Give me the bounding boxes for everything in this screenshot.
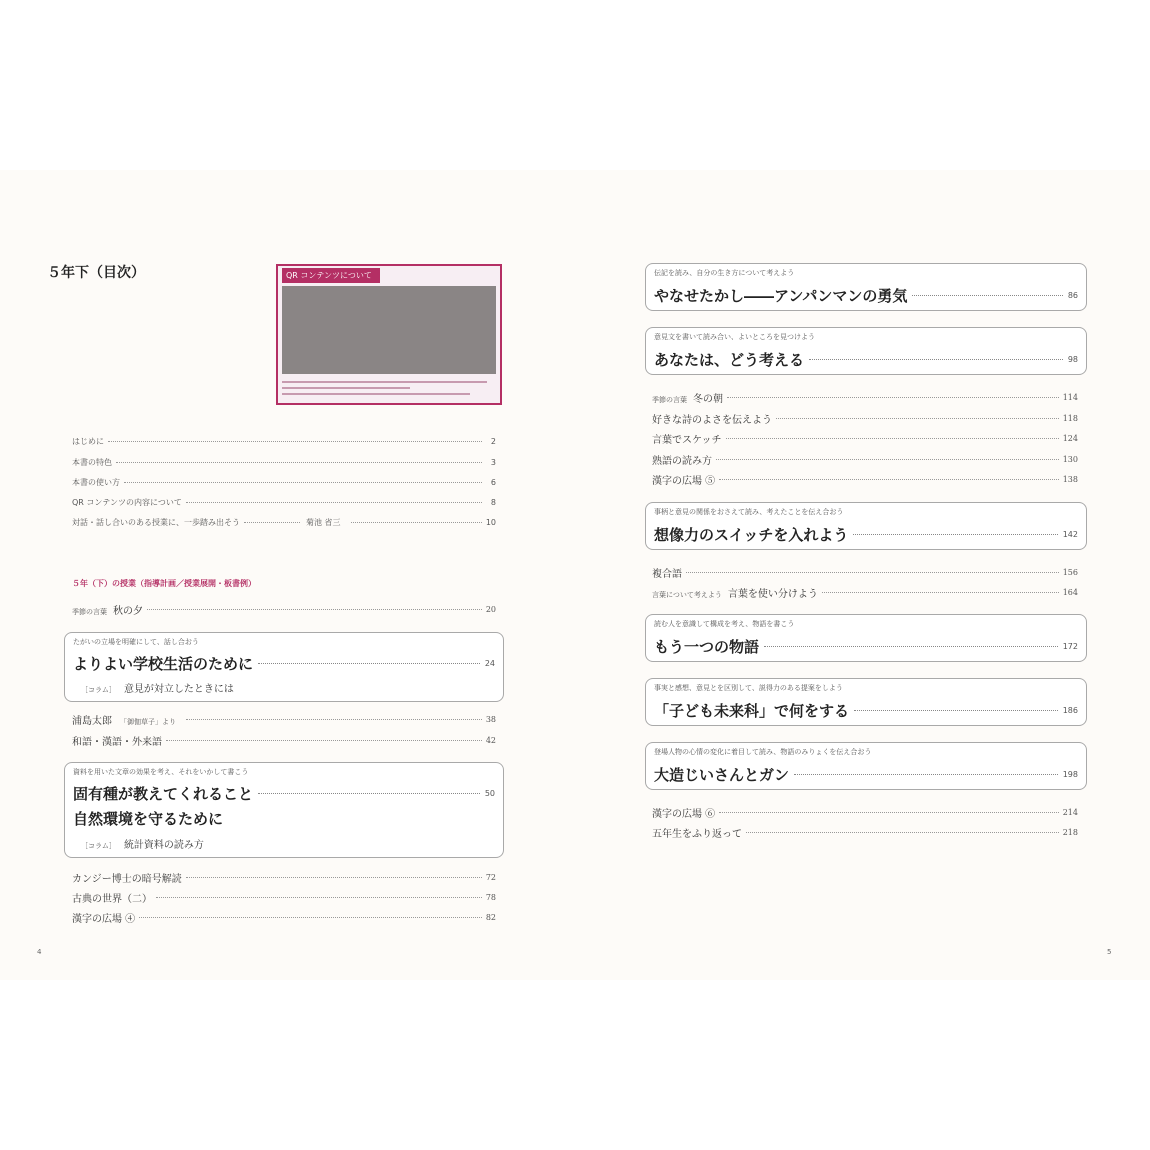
page-number-left: 4 <box>37 948 42 956</box>
unit-box-daizo[interactable]: 登場人物の心情の変化に着目して読み、物語のみりょくを伝え合おう 大造じいさんとガン 198 <box>645 742 1087 790</box>
toc-item-kotoba[interactable]: 言葉について考えよう 言葉を使い分けよう 164 <box>652 587 1078 600</box>
toc-item-wago[interactable]: 和語・漢語・外来語 42 <box>72 735 496 748</box>
toc-item-fuyu[interactable]: 季節の言葉 冬の朝 114 <box>652 392 1078 405</box>
section-heading: ５年（下）の授業（指導計画／授業展開・板書例） <box>72 579 256 588</box>
toc-item-koten[interactable]: 古典の世界（二） 78 <box>72 892 496 905</box>
toc-item-kanji-hakase[interactable]: カンジー博士の暗号解読 72 <box>72 872 496 885</box>
toc-item-tsukaikata[interactable]: 本書の使い方 6 <box>72 477 496 487</box>
unit-box-yanase[interactable]: 伝記を読み、自分の生き方について考えよう やなせたかし――アンパンマンの勇気 86 <box>645 263 1087 311</box>
toc-item-kanji4[interactable]: 漢字の広場 ④ 82 <box>72 912 496 925</box>
unit-box-sozoryoku[interactable]: 事柄と意見の関係をおさえて読み、考えたことを伝え合おう 想像力のスイッチを入れよう 142 <box>645 502 1087 550</box>
page-number-right: 5 <box>1107 948 1112 956</box>
toc-item-kanji6[interactable]: 漢字の広場 ⑥ 214 <box>652 807 1078 820</box>
unit-box-kodomo-miraika[interactable]: 事実と感想、意見とを区別して、説得力のある提案をしよう 「子ども未来科」で何をする 186 <box>645 678 1087 726</box>
page-title: ５年下（目次） <box>47 265 145 281</box>
toc-item-jukugo[interactable]: 熟語の読み方 130 <box>652 454 1078 467</box>
toc-item-tokushoku[interactable]: 本書の特色 3 <box>72 457 496 467</box>
toc-item-shi[interactable]: 好きな詩のよさを伝えよう 118 <box>652 413 1078 426</box>
qr-contents-box <box>276 264 502 405</box>
toc-item-aki[interactable]: 季節の言葉 秋の夕 20 <box>72 604 496 617</box>
toc-item-kanji5[interactable]: 漢字の広場 ⑤ 138 <box>652 474 1078 487</box>
toc-item-sketch[interactable]: 言葉でスケッチ 124 <box>652 433 1078 446</box>
toc-item-taiwa[interactable]: 対話・話し合いのある授業に、一歩踏み出そう 菊池 省三 10 <box>72 517 496 527</box>
unit-box-gakko[interactable]: たがいの立場を明確にして、話し合おう よりよい学校生活のために 24 ［コラム］ 意見が対立したときには <box>64 632 504 702</box>
qr-note-text <box>282 378 496 400</box>
toc-item-fukugo[interactable]: 複合語 156 <box>652 567 1078 580</box>
qr-heading: QR コンテンツについて <box>282 268 380 283</box>
unit-box-koyushu[interactable]: 資料を用いた文章の効果を考え、それをいかして書こう 固有種が教えてくれること 50 自然環境を守るために ［コラム］ 統計資料の読み方 <box>64 762 504 858</box>
toc-item-qr[interactable]: QR コンテンツの内容について 8 <box>72 497 496 507</box>
toc-item-urashima[interactable]: 浦島太郎 「御伽草子」より 38 <box>72 714 496 727</box>
unit-box-mouhitotsu[interactable]: 読む人を意識して構成を考え、物語を書こう もう一つの物語 172 <box>645 614 1087 662</box>
toc-item-hajimeni[interactable]: はじめに 2 <box>72 436 496 446</box>
qr-image-placeholder <box>282 286 496 374</box>
toc-item-gonen[interactable]: 五年生をふり返って 218 <box>652 827 1078 840</box>
unit-box-anatawa[interactable]: 意見文を書いて読み合い、よいところを見つけよう あなたは、どう考える 98 <box>645 327 1087 375</box>
